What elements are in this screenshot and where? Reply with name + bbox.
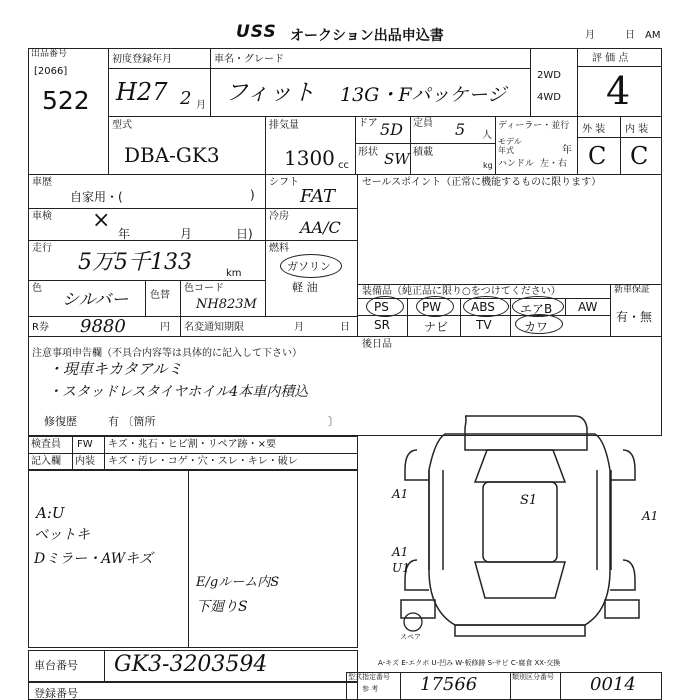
name-change-label: 名変通知期限 [184, 322, 244, 333]
exterior-label: 外 装 [582, 124, 606, 135]
shape-label: 形状 [358, 147, 378, 158]
diagram-mark-right: A1 [642, 509, 659, 523]
header-am: AM [645, 30, 661, 41]
name-change-day: 日 [340, 322, 350, 333]
type-label: 型式 [112, 120, 132, 131]
legend-fw-items: キズ・兆石・ヒビ割・リペア跡・×要 [108, 439, 276, 450]
report-inner-2: 下廻りS [196, 599, 248, 615]
mileage-label: 走行 [32, 243, 52, 254]
chassis-value: GK3-3203594 [114, 652, 268, 677]
sales-point-label: セールスポイント（正常に機能するものに限ります） [362, 177, 602, 188]
rating-value: 4 [606, 69, 631, 113]
car-damage-diagram [395, 410, 645, 642]
repair-label: 修復歴 [44, 415, 77, 428]
notes-line-2: ・スタッドレスタイヤホイル4本車内積込 [48, 384, 309, 400]
spare-label: スペア [400, 633, 421, 641]
fuel-diesel: 軽 油 [292, 281, 318, 294]
diagram-legend: A-キズ E-エクボ U-凹み W-板修跡 S-サビ C-腐食 XX-交換 [378, 659, 561, 667]
mileage-value: 5万5千133 [78, 250, 192, 275]
recycle-label: R券 [32, 322, 49, 333]
model-name: フィット [225, 80, 316, 106]
usage-close: ) [250, 188, 255, 202]
equip-ps: PS [374, 300, 389, 314]
chassis-label: 車台番号 [34, 659, 78, 672]
doors-label: ドア [358, 118, 378, 129]
capacity-value: 5 [455, 120, 466, 139]
model-year-unit: 年 [562, 145, 572, 156]
equip-kawa: カワ [524, 320, 549, 334]
interior-value: C [630, 142, 649, 170]
fuel-label: 燃料 [269, 243, 289, 254]
legend-inner-items: キズ・汚レ・コゲ・穴・スレ・キレ・破レ [108, 456, 298, 467]
displacement-value: 1300 [284, 146, 335, 170]
recycle-value: 9880 [80, 316, 126, 337]
load-label: 積載 [413, 147, 433, 158]
spec-label: 型式指定番号 [348, 673, 390, 681]
inspection-label: 車検 [32, 211, 52, 222]
inspection-day: 日) [236, 227, 253, 241]
aircon-label: 冷房 [269, 211, 289, 222]
report-line-1: A:U [36, 504, 65, 522]
writer-label: 記入欄 [31, 456, 61, 467]
displacement-unit: cc [338, 160, 349, 171]
header-day: 日 [625, 30, 635, 41]
equip-pw: PW [422, 300, 442, 314]
legend-fw: FW [77, 439, 93, 450]
form-title: オークション出品申込書 [290, 28, 444, 44]
spec-value: 17566 [420, 674, 478, 695]
interior-label: 内 装 [625, 124, 649, 135]
notes-line-1: ・現車キカタアルミ [48, 360, 183, 378]
inspection-month: 月 [180, 227, 193, 241]
displacement-label: 排気量 [269, 120, 299, 131]
name-change-month: 月 [294, 322, 304, 333]
lot-code: [2066] [34, 66, 68, 77]
color-code-label: 色コード [184, 283, 224, 294]
equip-tv: TV [476, 318, 492, 332]
header-month: 月 [585, 30, 595, 41]
lot-code-label: 出品番号 [31, 49, 68, 59]
header-brand: USS [236, 22, 277, 42]
class-label: 類別区分番号 [512, 673, 554, 681]
model-year-label-2: 年式 [498, 146, 514, 155]
color-label: 色 [32, 283, 42, 294]
rating-label: 評 価 点 [592, 53, 629, 64]
report-line-2: ベットキ [34, 527, 90, 543]
class-value: 0014 [590, 674, 636, 695]
handle-options: 左・右 [540, 159, 568, 169]
notes-label: 注意事項申告欄（不具合内容等は具体的に記入して下さい） [32, 348, 302, 359]
repair-value: 有 〔箇所 [108, 415, 156, 428]
equip-abs: ABS [471, 300, 495, 314]
color-change-label: 色替 [150, 290, 170, 301]
recycle-unit: 円 [160, 322, 170, 333]
shift-value: FAT [300, 186, 335, 207]
options-label: 後日品 [362, 339, 392, 350]
capacity-label: 定員 [413, 118, 433, 129]
diagram-mark-left-rear: U1 [392, 561, 410, 575]
drive-4wd: 4WD [537, 92, 561, 103]
spare-tire-icon [404, 613, 422, 631]
equip-navi: ナビ [424, 320, 449, 334]
diagram-mark-roof: S1 [520, 493, 538, 508]
equipment-label: 装備品（純正品に限り○をつけてください） [362, 286, 561, 297]
capacity-unit: 人 [482, 130, 492, 141]
spec-ref: 参 考 [362, 685, 379, 693]
exterior-value: C [588, 142, 607, 170]
registration-year: H27 [116, 78, 168, 106]
dealer-label: ディーラー・並行 [498, 121, 570, 131]
registration-number-label: 登録番号 [34, 687, 78, 700]
report-inner-1: E/gルーム内S [196, 575, 280, 590]
color-code: NH823M [196, 297, 257, 312]
inspector-label: 検査員 [31, 439, 61, 450]
inspection-mark: × [92, 208, 111, 233]
registration-month: 2 [180, 88, 192, 109]
usage-value: 自家用・( [70, 190, 123, 204]
new-car-label: 新車保証 [614, 285, 651, 295]
model-label: 車名・グレード [214, 54, 284, 65]
usage-label: 車歴 [32, 177, 52, 188]
model-grade: 13G・Fパッケージ [340, 84, 507, 106]
handle-label: ハンドル [498, 159, 535, 169]
diagram-mark-left-front: A1 [392, 487, 409, 501]
model-year-label-1: モデル [498, 137, 522, 146]
equip-aw: AW [578, 300, 598, 314]
diagram-mark-left-mid: A1 [392, 545, 409, 559]
registration-label: 初度登録年月 [112, 54, 172, 65]
drive-2wd: 2WD [537, 70, 561, 81]
mileage-unit: km [226, 268, 242, 279]
report-line-3: Dミラー・AWキズ [34, 551, 153, 567]
inspection-year: 年 [118, 227, 131, 241]
type-value: DBA-GK3 [124, 143, 220, 167]
registration-month-unit: 月 [196, 100, 206, 111]
equip-sr: SR [374, 318, 390, 332]
fuel-gasoline: ガソリン [287, 260, 331, 273]
shift-label: シフト [269, 177, 299, 188]
doors-value: 5D [380, 120, 404, 139]
aircon-value: AA/C [300, 218, 341, 237]
repair-close: 〕 [328, 415, 339, 428]
new-car-value: 有・無 [616, 310, 653, 324]
color-value: シルバー [62, 290, 129, 310]
equip-airbag: エアB [520, 302, 553, 316]
load-unit: kg [483, 161, 493, 170]
shape-value: SW [384, 150, 410, 168]
legend-inner: 内装 [75, 456, 95, 467]
lot-number: 522 [42, 86, 90, 115]
